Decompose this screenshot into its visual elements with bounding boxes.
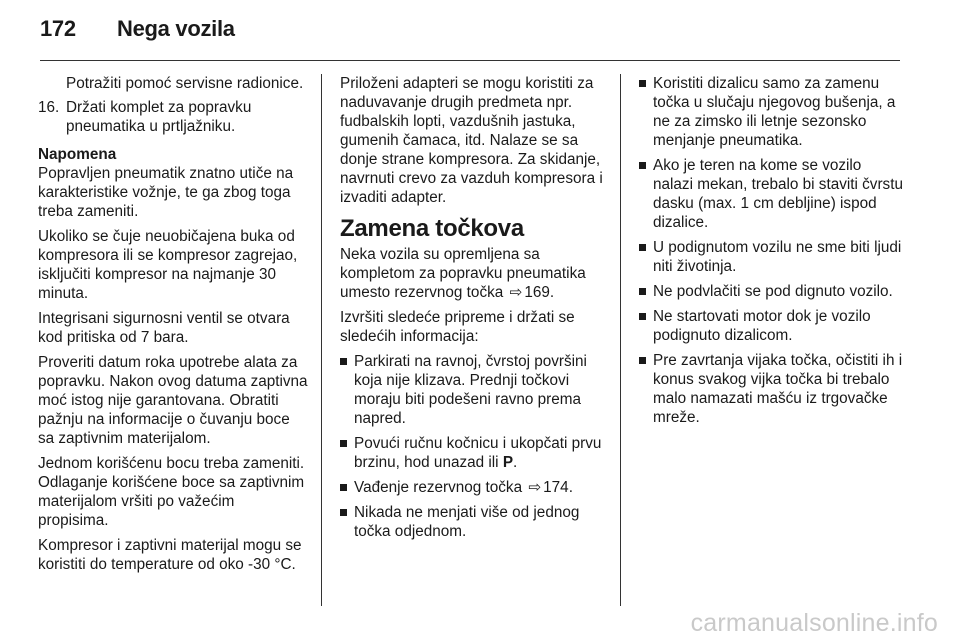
note-paragraph: Jednom korišćenu bocu treba zameniti. Odlaganje korišćene boce sa zaptivnim materijalom vršiti po važećim propisima. bbox=[38, 455, 305, 529]
header-rule bbox=[40, 60, 900, 61]
list-item-text: Vađenje rezervnog točka bbox=[354, 479, 523, 496]
watermark: carmanualsonline.info bbox=[690, 609, 938, 637]
list-item bbox=[340, 434, 606, 472]
step-text: Držati komplet za popravku pneumatika u prtljažniku. bbox=[66, 99, 252, 135]
chapter-title: Nega vozila bbox=[117, 16, 235, 41]
section-heading: Zamena točkova bbox=[340, 215, 524, 242]
column-divider bbox=[620, 74, 621, 606]
page-reference[interactable]: 174. bbox=[543, 479, 573, 496]
list-item: Pre zavrtanja vijaka točka, očistiti ih i konus svakog vijka točka bi trebalo malo namazati mašću iz trgovačke mreže. bbox=[639, 351, 905, 427]
list-item: Ako je teren na kome se vozilo nalazi mekan, trebalo bi staviti čvrstu dasku (max. 1 cm debljine) ispod dizalice. bbox=[639, 156, 905, 232]
list-item bbox=[340, 478, 606, 497]
column-2 bbox=[340, 74, 606, 541]
list-item: Parkirati na ravnoj, čvrstoj površini koja nije klizava. Prednji točkovi moraju biti podešeni ravno prema napred. bbox=[340, 352, 606, 428]
note-title: Napomena bbox=[38, 146, 117, 163]
list-item: Koristiti dizalicu samo za zamenu točka u slučaju njegovog bušenja, a ne za zimsko ili letnje sezonsko menjanje pneumatika. bbox=[639, 74, 905, 150]
list-item: U podignutom vozilu ne sme biti ljudi niti životinja. bbox=[639, 238, 905, 276]
column-3 bbox=[639, 74, 905, 427]
note-paragraph: Kompresor i zaptivni materijal mogu se koristiti do temperature od oko -30 °C. bbox=[38, 537, 302, 573]
page-reference[interactable]: 169. bbox=[524, 284, 555, 301]
continued-step-text: Potražiti pomoć servisne radionice. bbox=[66, 75, 304, 92]
section-intro-text: Neka vozila su opremljena sa kompletom za popravku pneumatika umesto rezervnog točka bbox=[340, 246, 586, 301]
list-item-end: . bbox=[513, 454, 518, 471]
note-paragraph: Ukoliko se čuje neuobičajena buka od kompresora ili se kompresor zagrejao, isključiti kompresor na najmanje 30 minuta. bbox=[38, 228, 298, 302]
note-paragraph: Popravljen pneumatik znatno utiče na karakteristike vožnje, te ga zbog toga treba zameniti. bbox=[38, 165, 294, 220]
gear-p-label: P bbox=[502, 454, 514, 471]
safety-list bbox=[639, 74, 905, 427]
step-16 bbox=[38, 98, 308, 136]
preparation-list bbox=[340, 352, 606, 541]
step-number: 16. bbox=[38, 99, 60, 116]
page-number: 172 bbox=[40, 16, 76, 41]
preparation-intro: Izvršiti sledeće pripreme i držati se sledećih informacija: bbox=[340, 309, 575, 345]
note-paragraph: Integrisani sigurnosni ventil se otvara kod pritiska od 7 bara. bbox=[38, 310, 290, 346]
list-item: Nikada ne menjati više od jednog točka odjednom. bbox=[340, 503, 606, 541]
column-1 bbox=[38, 74, 308, 574]
reference-arrow-icon: ⇨ bbox=[509, 284, 523, 301]
list-item: Ne startovati motor dok je vozilo podignuto dizalicom. bbox=[639, 307, 905, 345]
column-divider bbox=[321, 74, 322, 606]
section-intro bbox=[340, 245, 606, 302]
list-item: Ne podvlačiti se pod dignuto vozilo. bbox=[639, 282, 905, 301]
adapters-paragraph: Priloženi adapteri se mogu koristiti za naduvavanje drugih predmeta npr. fudbalskih lopti, vazdušnih jastuka, gumenih čamaca, itd. Nalaze se sa donje strane kompresora. Za skidanje, navrnuti crevo za vazduh kompresora i izvaditi adapter. bbox=[340, 75, 603, 206]
reference-arrow-icon: ⇨ bbox=[528, 479, 542, 496]
list-item-text: Povući ručnu kočnicu i ukopčati prvu brzinu, hod unazad ili bbox=[354, 435, 602, 471]
note-paragraph: Proveriti datum roka upotrebe alata za popravku. Nakon ovog datuma zaptivna moć istog nije garantovana. Obratiti pažnju na informacije o čuvanju boce sa zaptivnim materijalom. bbox=[38, 354, 308, 447]
